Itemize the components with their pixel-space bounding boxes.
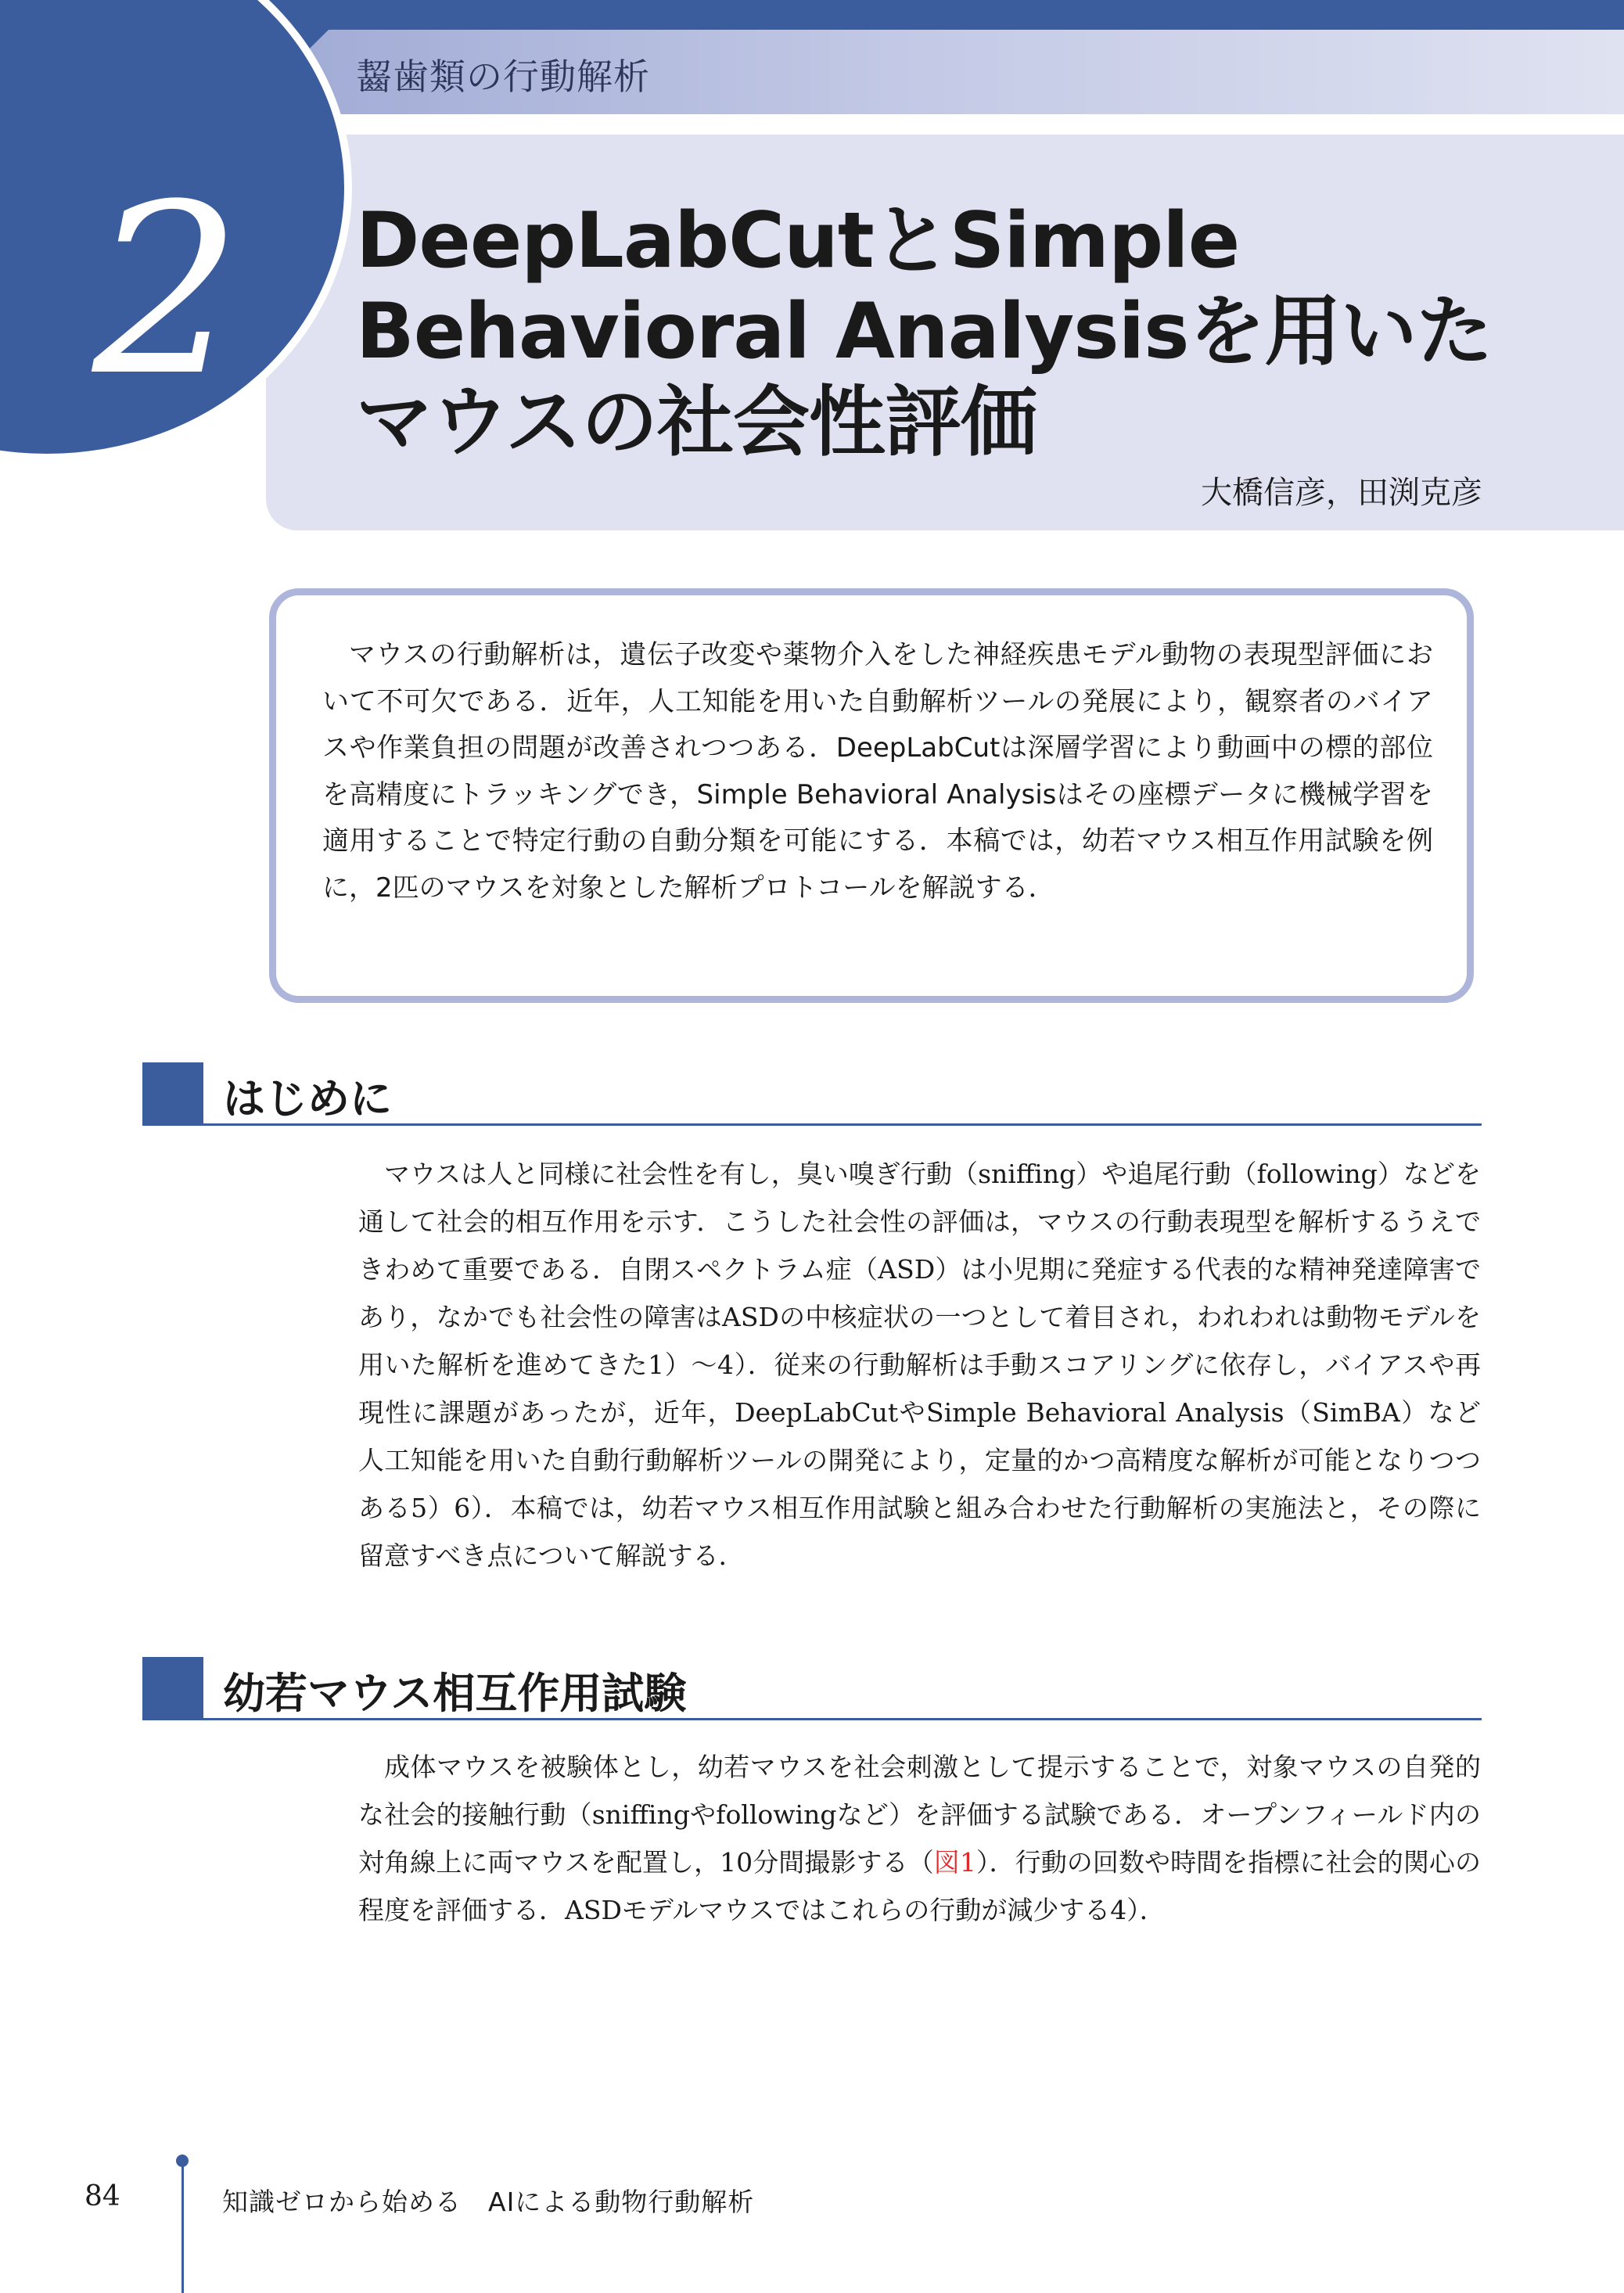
chapter-number: 2 [92, 154, 242, 427]
section-marker [142, 1062, 203, 1125]
footer-divider-dot [176, 2155, 189, 2167]
page-number: 84 [84, 2180, 120, 2212]
abstract-text: マウスの行動解析は，遺伝子改変や薬物介入をした神経疾患モデル動物の表現型評価において不可欠である．近年，人工知能を用いた自動解析ツールの発展により，観察者のバイアスや作業負担の問題が改善されつつある．DeepLabCutは深層学習により動画中の標的部位を高精度にトラッキングでき，Simple Behavioral Analysisはその座標データに機械学習を適用することで特定行動の自動分類を可能にする．本稿では，幼若マウス相互作用試験を例に，2匹のマウスを対象とした解析プロトコールを解説する． [322, 639, 1434, 904]
section-rule [142, 1123, 1482, 1126]
juvenile-interaction-paragraph [358, 1743, 1481, 1934]
paragraph-text-before: 成体マウスを被験体とし，幼若マウスを社会刺激として提示することで，対象マウスの自発的な社会的接触行動（sniffingやfollowingなど）を評価する試験である．オープンフィールド内の対角線上に両マウスを配置し，10分間撮影する（ [358, 1752, 1481, 1878]
authors: 大橋信彦，田渕克彦 [1201, 475, 1482, 511]
figure-reference-link[interactable]: 図1 [933, 1847, 976, 1878]
section-heading-introduction: はじめに [223, 1074, 392, 1123]
section-marker [142, 1657, 203, 1720]
chapter-title: DeepLabCutとSimple Behavioral Analysisを用いたマウスの社会性評価 [356, 196, 1493, 467]
section-heading-juvenile-interaction-test: 幼若マウス相互作用試験 [223, 1669, 687, 1718]
paragraph-text-after: ）．行動の回数や時間を指標に社会的関心の程度を評価する．ASDモデルマウスではこれらの行動が減少する4）． [358, 1847, 1481, 1925]
introduction-paragraph: マウスは人と同様に社会性を有し，臭い嗅ぎ行動（sniffing）や追尾行動（following）などを通して社会的相互作用を示す．こうした社会性の評価は，マウスの行動表現型を解析するうえできわめて重要である．自閉スペクトラム症（ASD）は小児期に発症する代表的な精神発達障害であり，なかでも社会性の障害はASDの中核症状の一つとして着目され，われわれは動物モデルを用いた解析を進めてきた1）〜4）．従来の行動解析は手動スコアリングに依存し，バイアスや再現性に課題があったが，近年，DeepLabCutやSimple Behavioral Analysis（SimBA）など人工知能を用いた自動行動解析ツールの開発により，定量的かつ高精度な解析が可能となりつつある5）6）．本稿では，幼若マウス相互作用試験と組み合わせた行動解析の実施法と，その際に留意すべき点について解説する． [358, 1159, 1481, 1571]
book-title: 知識ゼロから始める AIによる動物行動解析 [222, 2187, 755, 2217]
footer-divider [181, 2162, 184, 2293]
section-subtitle: 齧歯類の行動解析 [356, 56, 650, 98]
section-rule [142, 1718, 1482, 1720]
